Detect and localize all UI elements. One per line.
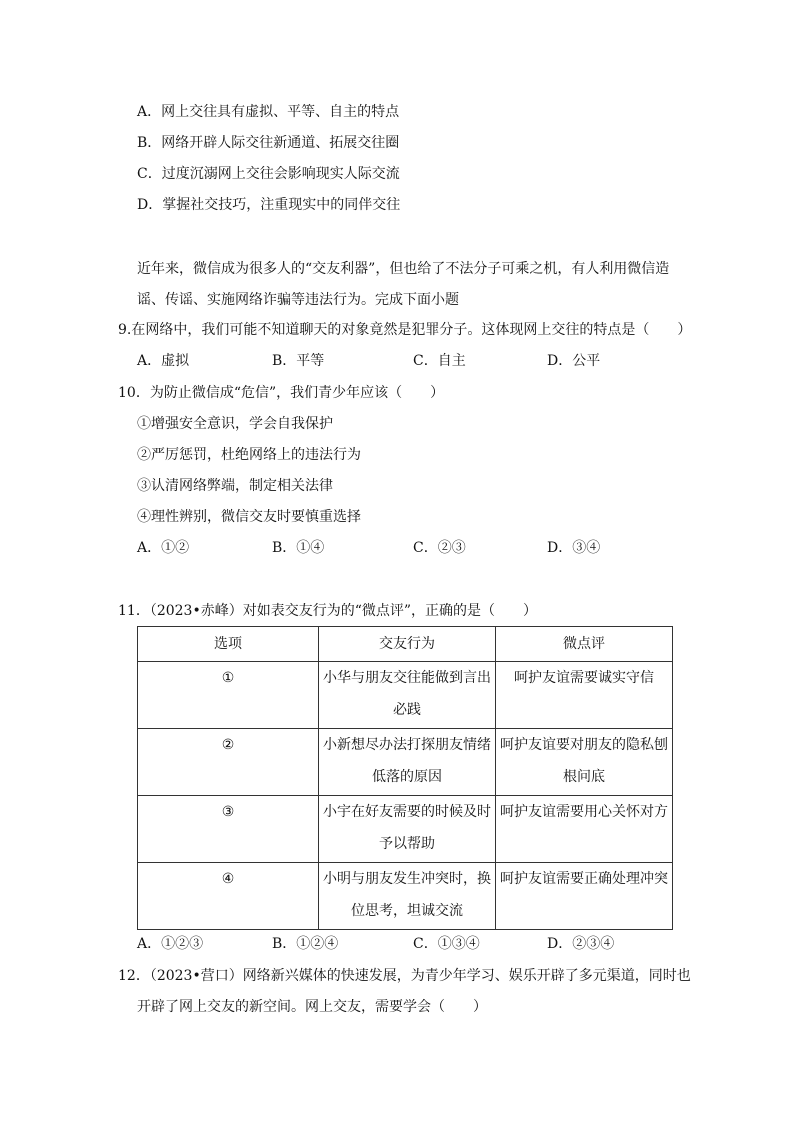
q8-option-d: D．掌握社交技巧，注重现实中的同伴交往 [137,197,401,213]
table-row [138,863,673,930]
q9-option-a: A．虚拟 [137,353,190,369]
q11-row-behavior [319,863,496,930]
q9-stem: 9.在网络中，我们可能不知道聊天的对象竟然是犯罪分子。这体现网上交往的特点是（ ） [118,322,692,338]
q11-row-comment [496,863,673,930]
q11-row-behavior [319,662,496,729]
q11-row-option: ① [138,662,319,729]
q10-option-d: D．③④ [547,540,601,556]
q10-item-4: ④理性辨别，微信交友时要慎重选择 [137,509,361,525]
q11-row-comment [496,796,673,863]
passage-line-1: 近年来，微信成为很多人的“交友利器”，但也给了不法分子可乘之机，有人利用微信造 [137,261,670,277]
q11-row-comment [496,729,673,796]
q11-row-behavior-text: 小宇在好友需要的时候及时予以帮助 [323,804,491,852]
q11-row-comment-text: 呵护友谊需要诚实守信 [514,670,654,686]
q11-row-behavior-text: 小华与朋友交往能做到言出必践 [323,670,491,718]
q9-option-d: D．公平 [547,353,601,369]
q11-header-option: 选项 [138,627,319,662]
table-row [138,662,673,729]
q11-row-comment-text: 呵护友谊需要正确处理冲突 [500,871,668,887]
q11-option-a: A．①②③ [137,936,204,952]
q10-option-a: A．①② [137,540,190,556]
q11-row-behavior-text: 小新想尽办法打探朋友情绪低落的原因 [323,737,491,785]
q8-option-b: B．网络开辟人际交往新通道、拓展交往圈 [137,135,400,151]
q11-row-comment-text: 呵护友谊需要用心关怀对方 [500,804,668,820]
q10-option-c: C．②③ [413,540,466,556]
q11-header-behavior: 交友行为 [319,627,496,662]
q11-table-header-row [138,627,673,662]
q12-stem-line-1: 12．（2023•营口）网络新兴媒体的快速发展，为青少年学习、娱乐开辟了多元渠道，同时也 [118,968,691,984]
q8-option-a: A．网上交往具有虚拟、平等、自主的特点 [137,104,400,120]
q11-row-option: ③ [138,796,319,863]
q11-row-behavior-text: 小明与朋友发生冲突时，换位思考，坦诚交流 [323,871,491,919]
q11-row-behavior [319,729,496,796]
q11-row-option: ④ [138,863,319,930]
q11-row-option: ② [138,729,319,796]
q9-option-c: C．自主 [413,353,466,369]
q10-item-1: ①增强安全意识，学会自我保护 [137,416,333,432]
q11-option-c: C．①③④ [413,936,480,952]
q11-option-d: D．②③④ [547,936,615,952]
q10-item-2: ②严厉惩罚，杜绝网络上的违法行为 [137,447,361,463]
passage-line-2: 谣、传谣、实施网络诈骗等违法行为。完成下面小题 [137,292,459,308]
q11-header-comment: 微点评 [496,627,673,662]
q11-table [137,626,673,930]
q11-option-b: B．①②④ [272,936,339,952]
q11-stem: 11．（2023•赤峰）对如表交友行为的“微点评”，正确的是（ ） [118,603,538,619]
q9-option-b: B．平等 [272,353,325,369]
q8-option-c: C．过度沉溺网上交往会影响现实人际交流 [137,166,400,182]
q11-row-comment [496,662,673,729]
table-row [138,796,673,863]
q10-option-b: B．①④ [272,540,325,556]
q12-stem-line-2: 开辟了网上交友的新空间。网上交友，需要学会（ ） [137,999,487,1015]
table-row [138,729,673,796]
q10-item-3: ③认清网络弊端，制定相关法律 [137,478,333,494]
q11-row-behavior [319,796,496,863]
q11-row-comment-text: 呵护友谊要对朋友的隐私刨根问底 [500,737,668,785]
q10-stem: 10．为防止微信成“危信”，我们青少年应该（ ） [118,385,445,401]
